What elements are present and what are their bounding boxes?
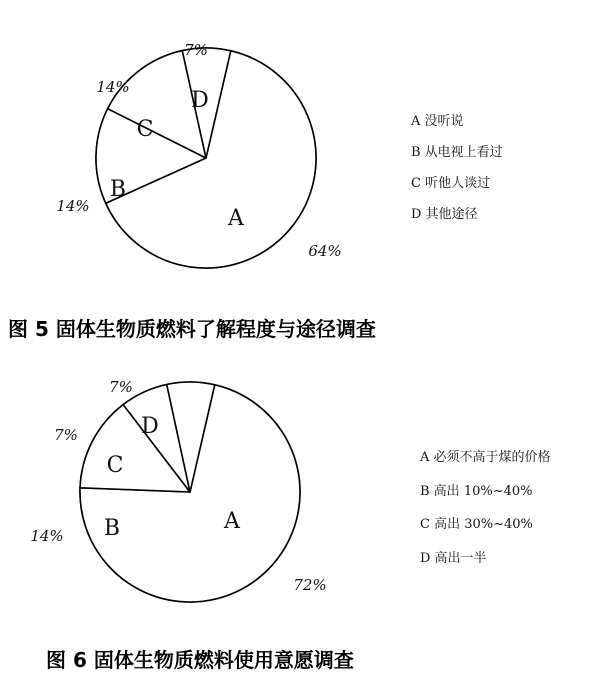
pie-2-caption: 图 6 固体生物质燃料使用意愿调查 bbox=[46, 648, 354, 672]
pie-chart-2 bbox=[30, 378, 550, 672]
pie-2-slice-label-c: C bbox=[106, 453, 124, 478]
pie-1-value-label-a: 64% bbox=[308, 242, 342, 260]
pie-1-legend-d: D 其他途径 bbox=[411, 207, 478, 222]
pie-2-value-label-d: 7% bbox=[109, 378, 133, 396]
pie-2-legend-d: D 高出一半 bbox=[420, 551, 487, 566]
pie-2-value-label-a: 72% bbox=[293, 576, 327, 594]
pie-1-slice-label-a: A bbox=[228, 206, 244, 231]
pie-1-slice-label-d: D bbox=[191, 88, 209, 113]
pie-2-legend-b: B 高出 10%~40% bbox=[420, 484, 533, 499]
pie-1-value-label-d: 7% bbox=[184, 41, 208, 59]
pie-1-caption: 图 5 固体生物质燃料了解程度与途径调查 bbox=[8, 317, 376, 341]
pie-2-legend-c: C 高出 30%~40% bbox=[420, 517, 533, 532]
pie-1-slice-label-b: B bbox=[109, 177, 127, 202]
pie-1-legend-a: A 没听说 bbox=[411, 114, 464, 129]
pie-2-legend-a: A 必须不高于煤的价格 bbox=[420, 450, 551, 465]
pie-1-slice-label-c: C bbox=[136, 117, 154, 142]
pie-2-value-label-b: 14% bbox=[30, 527, 64, 545]
pie-2-slice-label-a: A bbox=[224, 509, 240, 534]
pie-chart-1 bbox=[8, 41, 503, 341]
pie-1-value-label-b: 14% bbox=[56, 197, 90, 215]
pie-1-legend-b: B 从电视上看过 bbox=[411, 145, 503, 160]
pie-2-slice-label-b: B bbox=[103, 516, 121, 541]
pie-2-value-label-c: 7% bbox=[54, 426, 78, 444]
pie-1-value-label-c: 14% bbox=[96, 78, 130, 96]
pie-2-slice-label-d: D bbox=[141, 414, 159, 439]
pie-2-slices bbox=[80, 382, 300, 602]
pie-1-legend-c: C 听他人谈过 bbox=[411, 176, 491, 191]
